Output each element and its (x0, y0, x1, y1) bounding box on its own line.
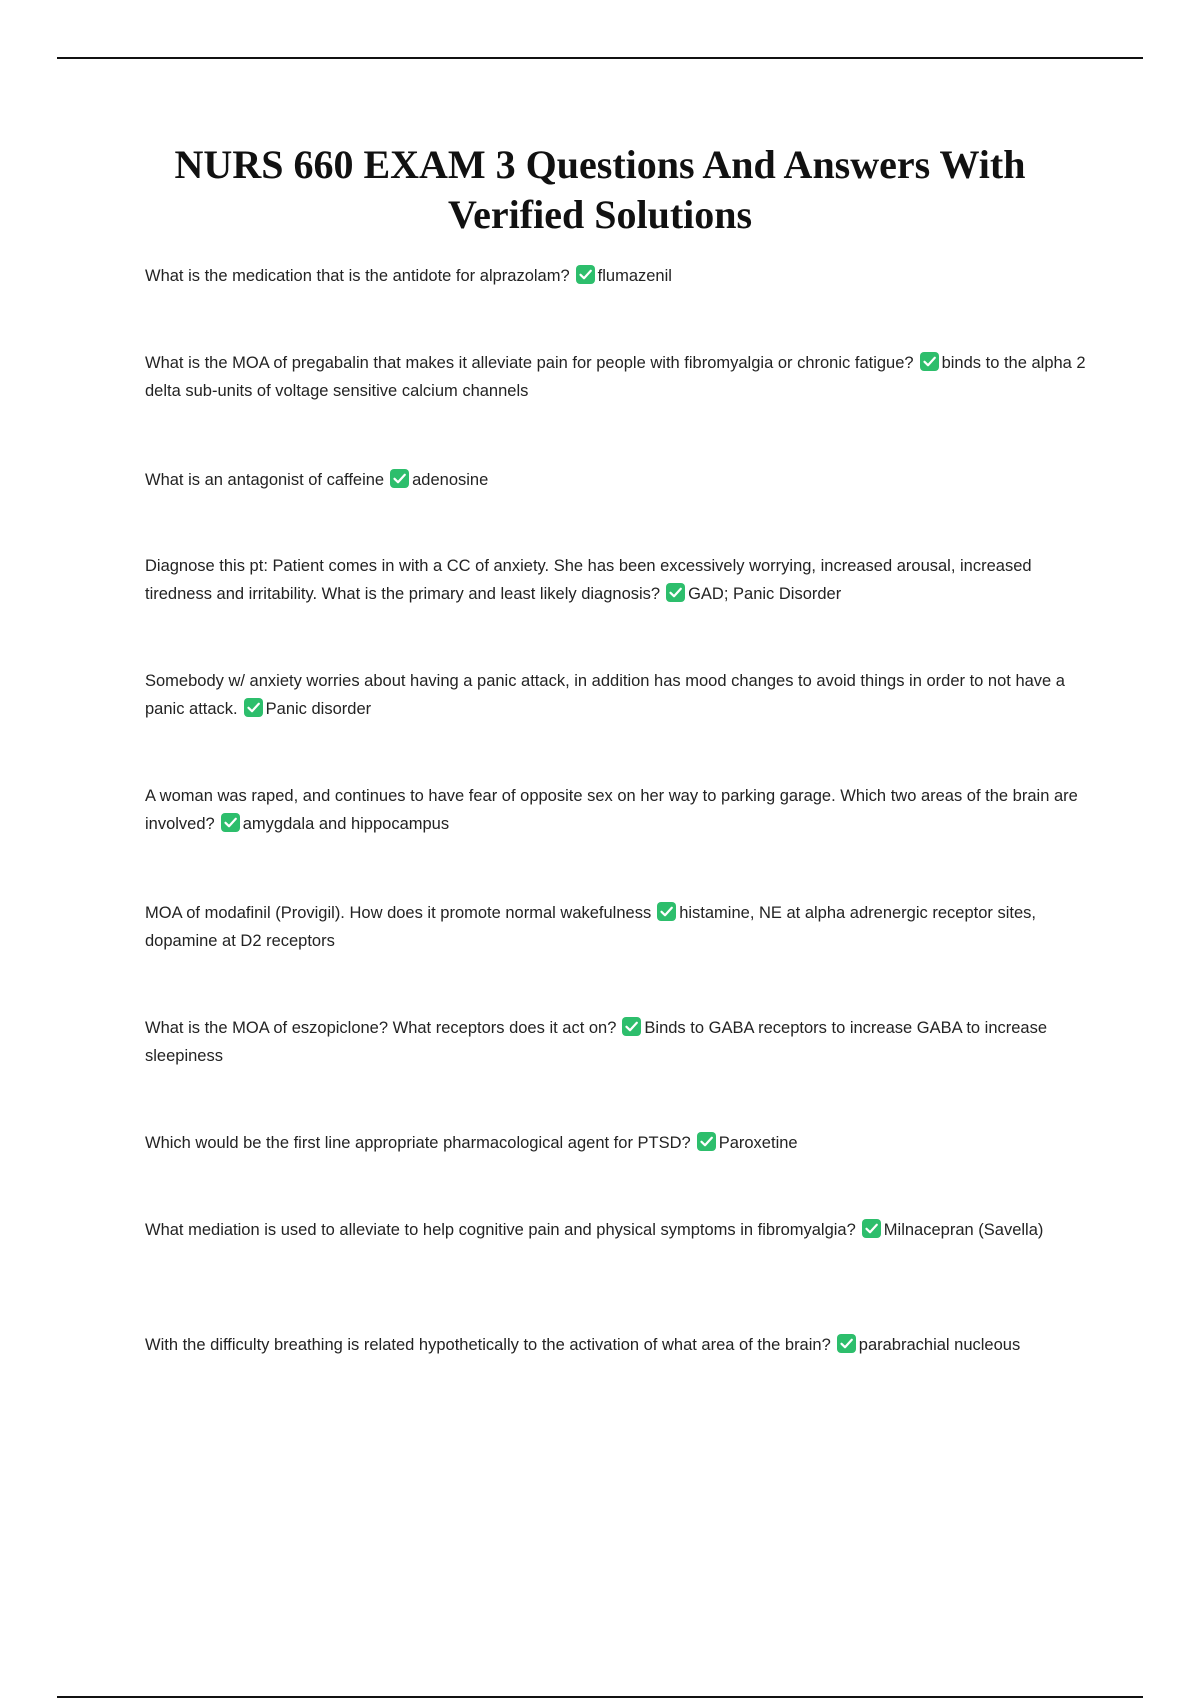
question-text: With the difficulty breathing is related hypothetically to the activation of what area of the brain? (145, 1336, 831, 1354)
qa-item (145, 1216, 1095, 1244)
check-icon (837, 1334, 856, 1353)
answer-text: amygdala and hippocampus (242, 815, 450, 833)
qa-item (145, 1331, 1095, 1359)
qa-item (145, 349, 1095, 405)
check-icon (244, 698, 263, 717)
check-icon (390, 469, 409, 488)
answer-text: histamine, NE at alpha adrenergic receptor sites, dopamine at D2 receptors (145, 904, 1036, 950)
answer-text: Panic disorder (265, 700, 372, 718)
answer-text: binds to the alpha 2 delta sub-units of voltage sensitive calcium channels (145, 354, 1086, 400)
check-icon (862, 1219, 881, 1238)
check-icon (697, 1132, 716, 1151)
question-text: What mediation is used to alleviate to help cognitive pain and physical symptoms in fibromyalgia? (145, 1221, 856, 1239)
check-icon (576, 265, 595, 284)
qa-item (145, 466, 1095, 494)
answer-text: GAD; Panic Disorder (688, 585, 842, 603)
question-text: What is the medication that is the antidote for alprazolam? (145, 267, 570, 285)
check-icon (622, 1017, 641, 1036)
answer-text: Binds to GABA receptors to increase GABA to increase sleepiness (145, 1019, 1048, 1065)
question-text: A woman was raped, and continues to have fear of opposite sex on her way to parking garage. Which two areas of the brain are involved? (145, 787, 1078, 833)
qa-item (145, 1129, 1095, 1157)
answer-text: adenosine (412, 471, 489, 489)
check-icon (666, 583, 685, 602)
qa-item (145, 899, 1095, 955)
qa-item (145, 552, 1095, 608)
answer-text: Milnacepran (Savella) (883, 1221, 1044, 1239)
question-text: Diagnose this pt: Patient comes in with a CC of anxiety. She has been excessively worrying, increased arousal, increased tiredness and irritability. What is the primary and least likely diagnosis? (145, 557, 1032, 603)
question-text: What is the MOA of pregabalin that makes it alleviate pain for people with fibromyalgia or chronic fatigue? (145, 354, 914, 372)
check-icon (920, 352, 939, 371)
question-text: Somebody w/ anxiety worries about having a panic attack, in addition has mood changes to avoid things in order to not have a panic attack. (145, 672, 1065, 718)
page-title: NURS 660 EXAM 3 Questions And Answers With Verified Solutions (174, 142, 1026, 237)
question-text: MOA of modafinil (Provigil). How does it promote normal wakefulness (145, 904, 652, 922)
question-text: Which would be the first line appropriate pharmacological agent for PTSD? (145, 1134, 691, 1152)
qa-item (145, 667, 1095, 723)
answer-text: parabrachial nucleous (858, 1336, 1021, 1354)
answer-text: flumazenil (597, 267, 672, 285)
answer-text: Paroxetine (718, 1134, 798, 1152)
check-icon (221, 813, 240, 832)
qa-item (145, 262, 1095, 290)
qa-item (145, 1014, 1095, 1070)
question-text: What is an antagonist of caffeine (145, 471, 385, 489)
top-divider (57, 57, 1143, 59)
question-text: What is the MOA of eszopiclone? What receptors does it act on? (145, 1019, 617, 1037)
qa-item (145, 782, 1095, 838)
check-icon (657, 902, 676, 921)
bottom-divider (57, 1696, 1143, 1698)
